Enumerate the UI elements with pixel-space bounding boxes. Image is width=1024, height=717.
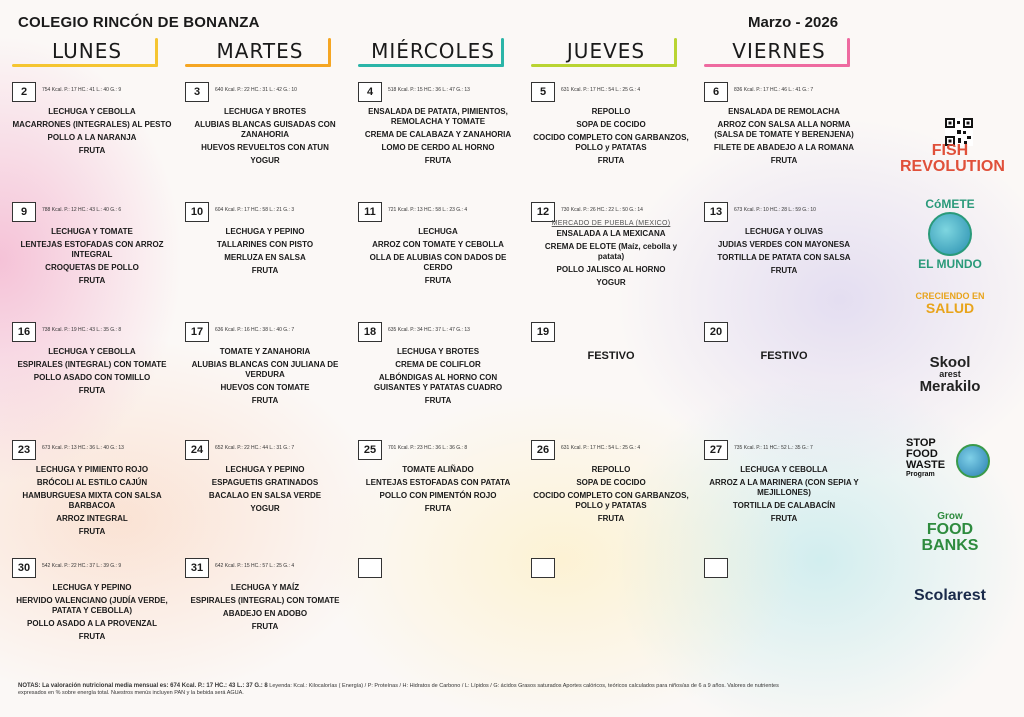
dish-item: ENSALADA DE PATATA, PIMIENTOS, REMOLACHA Y TOMATE [368, 107, 508, 126]
nutrition-info: 721 Kcal. P.: 13 HC.: 58 L.: 23 G.: 4 [388, 207, 468, 213]
day-number: 18 [358, 322, 382, 342]
dish-item: ABADEJO EN ADOBO [222, 609, 308, 618]
day-number: 19 [531, 322, 555, 342]
day-header-3 [531, 36, 681, 66]
dish-item: ESPIRALES (INTEGRAL) CON TOMATE [17, 360, 167, 369]
notes-label: NOTAS: [18, 683, 41, 689]
dish-item: OLLA DE ALUBIAS CON DADOS DE CERDO [369, 253, 507, 272]
dish-item: REPOLLO [591, 465, 631, 474]
dish-item: FRUTA [78, 146, 106, 155]
dish-item: LECHUGA Y OLIVAS [745, 227, 823, 236]
dish-item: FRUTA [251, 266, 279, 275]
nutrition-info: 636 Kcal. P.: 16 HC.: 38 L.: 40 G.: 7 [215, 327, 295, 333]
dish-item: POLLO ASADO A LA PROVENZAL [27, 619, 157, 628]
day-number: 26 [531, 440, 555, 460]
day-number: 11 [358, 202, 382, 222]
day-number: 12 [531, 202, 555, 222]
dish-item: FRUTA [78, 386, 106, 395]
dish-item: TOMATE Y ZANAHORIA [219, 347, 311, 356]
theme-tag: MERCADO DE PUEBLA (MEXICO) [551, 220, 671, 227]
dish-item: FRUTA [424, 276, 452, 285]
dish-item: MERLUZA EN SALSA [224, 253, 306, 262]
dish-list [12, 347, 172, 399]
header-rightline [328, 38, 331, 67]
day-number: 23 [12, 440, 36, 460]
dish-list [185, 583, 345, 635]
header-rightline [847, 38, 850, 67]
logo-text: STOP [906, 437, 936, 449]
day-number: 2 [12, 82, 36, 102]
dish-list [12, 227, 172, 289]
dish-item: LECHUGA Y TOMATE [51, 227, 133, 236]
menu-day-cell [358, 440, 523, 555]
dish-list [704, 465, 864, 527]
qr-code [943, 118, 975, 144]
scolarest-logo [900, 588, 1000, 604]
nutrition-info: 735 Kcal. P.: 11 HC.: 52 L.: 35 G.: 7 [734, 445, 813, 451]
dish-item: ALBÓNDIGAS AL HORNO CON GUISANTES Y PATATAS CUADRO [373, 373, 503, 392]
comete-el-mundo-logo [900, 198, 1000, 270]
day-number: 25 [358, 440, 382, 460]
menu-day-cell [12, 202, 177, 317]
dish-item: REPOLLO [591, 107, 631, 116]
dish-list [185, 227, 345, 279]
dish-list [704, 107, 864, 169]
dish-item: FRUTA [251, 622, 279, 631]
menu-day-cell [704, 82, 869, 197]
nutrition-info: 652 Kcal. P.: 22 HC.: 44 L.: 31 G.: 7 [215, 445, 295, 451]
dish-item: FRUTA [251, 396, 279, 405]
dish-item: POLLO ASADO CON TOMILLO [33, 373, 151, 382]
dish-item: FRUTA [78, 527, 106, 536]
dish-item: ENSALADA DE REMOLACHA [728, 107, 840, 116]
dish-item: CREMA DE ELOTE (Maíz, cebolla y patata) [544, 242, 678, 261]
holiday-label: FESTIVO [760, 350, 808, 362]
dish-item: ESPAGUETIS GRATINADOS [211, 478, 319, 487]
day-header-4 [704, 36, 854, 66]
menu-day-cell [531, 322, 696, 437]
dish-item: TORTILLA DE CALABACÍN [732, 501, 836, 510]
dish-item: LECHUGA Y MAÍZ [230, 583, 300, 592]
dish-item: MACARRONES (INTEGRALES) AL PESTO [12, 120, 172, 129]
header-rightline [501, 38, 504, 67]
nutrition-info: 631 Kcal. P.: 17 HC.: 54 L.: 25 G.: 4 [561, 445, 641, 451]
dish-list [531, 465, 691, 527]
day-number: 10 [185, 202, 209, 222]
dish-item: FRUTA [424, 396, 452, 405]
logo-text: arest [939, 369, 961, 379]
dish-item: LECHUGA Y CEBOLLA [48, 347, 136, 356]
day-number: 13 [704, 202, 728, 222]
stop-food-waste-logo [900, 438, 1006, 478]
notes-legend: Leyenda: Kcal.: Kilocalorías ( Energía) / P: Proteínas / H: Hidratos de Carbono / L: Lípidos / G: ácidos Grasos saturados [269, 683, 562, 689]
day-header-label: JUEVES [566, 39, 646, 63]
dish-item: SOPA DE COCIDO [576, 478, 646, 487]
menu-day-cell [12, 322, 177, 437]
nutrition-info: 640 Kcal. P.: 22 HC.: 31 L.: 42 G.: 10 [215, 87, 297, 93]
dish-item: TORTILLA DE PATATA CON SALSA [717, 253, 851, 262]
dish-item: LECHUGA Y BROTES [396, 347, 480, 356]
dish-item: FRUTA [770, 266, 798, 275]
dish-item: FRUTA [78, 632, 106, 641]
day-header-label: VIERNES [732, 39, 826, 63]
menu-day-cell [704, 202, 869, 317]
day-number [704, 558, 728, 578]
logo-text: SALUD [925, 300, 975, 316]
menu-day-cell [185, 558, 350, 673]
logo-text: Skool [929, 354, 971, 371]
globe-icon [928, 212, 972, 256]
dish-list [531, 107, 691, 169]
dish-item: HUEVOS CON TOMATE [220, 383, 310, 392]
dish-item: JUDIAS VERDES CON MAYONESA [717, 240, 851, 249]
day-header-label: MARTES [216, 39, 304, 63]
dish-item: LECHUGA Y PEPINO [225, 465, 305, 474]
footer-notes [18, 683, 798, 697]
dish-item: FRUTA [424, 504, 452, 513]
nutrition-info: 673 Kcal. P.: 13 HC.: 36 L.: 40 G.: 13 [42, 445, 124, 451]
dish-list [185, 347, 345, 409]
menu-day-cell [185, 202, 350, 317]
dish-item: ARROZ INTEGRAL [56, 514, 128, 523]
notes-average: La valoración nutricional media mensual es: 674 Kcal. P.: 17 HC.: 43 L.: 37 G.: 8 [42, 683, 268, 689]
logo-text: FOOD [926, 521, 974, 538]
nutrition-info: 738 Kcal. P.: 19 HC.: 43 L.: 35 G.: 8 [42, 327, 122, 333]
day-number [531, 558, 555, 578]
menu-day-cell [185, 322, 350, 437]
day-number: 6 [704, 82, 728, 102]
menu-day-cell [704, 322, 869, 437]
dish-item: ALUBIAS BLANCAS GUISADAS CON ZANAHORIA [194, 120, 336, 139]
day-number: 30 [12, 558, 36, 578]
dish-item: LECHUGA Y PEPINO [225, 227, 305, 236]
day-header-label: LUNES [51, 39, 123, 63]
school-title: COLEGIO RINCÓN DE BONANZA [18, 14, 260, 31]
dish-item: FILETE DE ABADEJO A LA ROMANA [713, 143, 855, 152]
dish-item: ARROZ A LA MARINERA (CON SEPIA Y MEJILLONES) [709, 478, 859, 497]
dish-item: YOGUR [250, 504, 280, 513]
dish-item: LECHUGA Y BROTES [223, 107, 307, 116]
menu-day-cell [12, 82, 177, 197]
dish-list [12, 583, 172, 645]
dish-list [185, 465, 345, 517]
day-header-0 [12, 36, 162, 66]
menu-day-cell [358, 202, 523, 317]
skool-merakilo-logo [900, 355, 1000, 394]
creciendo-en-salud-logo [900, 292, 1000, 315]
day-number: 4 [358, 82, 382, 102]
dish-item: LECHUGA Y CEBOLLA [740, 465, 828, 474]
dish-item: LOMO DE CERDO AL HORNO [381, 143, 495, 152]
nutrition-info: 635 Kcal. P.: 34 HC.: 37 L.: 47 G.: 13 [388, 327, 470, 333]
dish-item: LENTEJAS ESTOFADAS CON ARROZ INTEGRAL [20, 240, 164, 259]
dish-list [12, 465, 172, 540]
menu-day-cell [358, 322, 523, 437]
dish-list [358, 107, 518, 169]
dish-item: HAMBURGUESA MIXTA CON SALSA BARBACOA [22, 491, 162, 510]
dish-item: FRUTA [770, 514, 798, 523]
dish-item: ARROZ CON SALSA ALLA NORMA (SALSA DE TOMATE Y BERENJENA) [714, 120, 854, 139]
logo-text: CRECIENDO EN [915, 291, 985, 301]
dish-item: TOMATE ALIÑADO [402, 465, 474, 474]
dish-list [358, 465, 518, 517]
dish-item: FRUTA [78, 276, 106, 285]
header-rightline [674, 38, 677, 67]
dish-item: FRUTA [424, 156, 452, 165]
grow-food-banks-logo [900, 512, 1000, 554]
nutrition-info: 542 Kcal. P.: 22 HC.: 37 L.: 39 G.: 9 [42, 563, 122, 569]
holiday-label: FESTIVO [587, 350, 635, 362]
dish-item: COCIDO COMPLETO CON GARBANZOS, POLLO y PATATAS [533, 491, 689, 510]
header-rightline [155, 38, 158, 67]
day-header-1 [185, 36, 335, 66]
day-number: 27 [704, 440, 728, 460]
dish-item: ALUBIAS BLANCAS CON JULIANA DE VERDURA [191, 360, 339, 379]
day-number: 24 [185, 440, 209, 460]
header-underline [358, 64, 504, 67]
dish-item: ENSALADA A LA MEXICANA [556, 229, 666, 238]
day-header-2 [358, 36, 508, 66]
menu-day-cell [358, 82, 523, 197]
logo-text: WASTE [906, 459, 946, 471]
header-underline [531, 64, 677, 67]
menu-day-cell [185, 82, 350, 197]
menu-day-cell [358, 558, 523, 673]
menu-day-cell [531, 202, 696, 317]
dish-item: LENTEJAS ESTOFADAS CON PATATA [365, 478, 511, 487]
nutrition-info: 631 Kcal. P.: 17 HC.: 54 L.: 25 G.: 4 [561, 87, 641, 93]
dish-item: FRUTA [770, 156, 798, 165]
dish-item: CROQUETAS DE POLLO [45, 263, 139, 272]
dish-item: BACALAO EN SALSA VERDE [208, 491, 322, 500]
dish-list [358, 347, 518, 409]
menu-day-cell [531, 440, 696, 555]
dish-item: FRUTA [597, 156, 625, 165]
dish-item: HERVIDO VALENCIANO (JUDÍA VERDE, PATATA Y CEBOLLA) [16, 596, 168, 615]
dish-item: YOGUR [596, 278, 626, 287]
dish-item: BRÓCOLI AL ESTILO CAJÚN [36, 478, 148, 487]
logo-text: FOOD [906, 448, 938, 460]
dish-item: ARROZ CON TOMATE Y CEBOLLA [372, 240, 504, 249]
dish-list [12, 107, 172, 159]
header-underline [12, 64, 158, 67]
menu-day-cell [185, 440, 350, 555]
dish-item: POLLO CON PIMENTÓN ROJO [379, 491, 497, 500]
notes-disclaimer: Aportes calóricos, teóricos calculados para niños/as de 6 a 9 años. Valores de nutrientes expresados en % sobre energía total. Nuestros menús incluyen PAN y la bebida será AGUA. [18, 683, 779, 696]
nutrition-info: 518 Kcal. P.: 15 HC.: 36 L.: 47 G.: 13 [388, 87, 470, 93]
menu-day-cell [704, 440, 869, 555]
nutrition-info: 730 Kcal. P.: 26 HC.: 22 L.: 50 G.: 14 [561, 207, 643, 213]
nutrition-info: 836 Kcal. P.: 17 HC.: 46 L.: 41 G.: 7 [734, 87, 814, 93]
dish-list [704, 227, 864, 279]
dish-item: LECHUGA Y CEBOLLA [48, 107, 136, 116]
nutrition-info: 788 Kcal. P.: 12 HC.: 43 L.: 40 G.: 6 [42, 207, 122, 213]
header-underline [704, 64, 850, 67]
dish-list [185, 107, 345, 169]
logo-text: Program [906, 471, 935, 478]
dish-item: HUEVOS REVUELTOS CON ATUN [201, 143, 329, 152]
menu-day-cell [531, 82, 696, 197]
dish-list [358, 227, 518, 289]
logo-text: Merakilo [919, 378, 981, 395]
logo-text: Scolarest [913, 587, 987, 604]
dish-item: TALLARINES CON PISTO [216, 240, 314, 249]
dish-item: LECHUGA [418, 227, 458, 236]
logo-text: EL MUNDO [918, 257, 982, 271]
dish-item: POLLO JALISCO AL HORNO [556, 265, 666, 274]
logo-text: FISH [931, 142, 969, 159]
day-number: 31 [185, 558, 209, 578]
header-underline [185, 64, 331, 67]
menu-day-cell [531, 558, 696, 673]
logo-text: REVOLUTION [900, 158, 1005, 175]
menu-day-cell [12, 558, 177, 673]
dish-item: SOPA DE COCIDO [576, 120, 646, 129]
nutrition-info: 754 Kcal. P.: 17 HC.: 41 L.: 40 G.: 9 [42, 87, 122, 93]
nutrition-info: 642 Kcal. P.: 15 HC.: 57 L.: 25 G.: 4 [215, 563, 295, 569]
dish-item: CREMA DE CALABAZA Y ZANAHORIA [364, 130, 512, 139]
menu-day-cell [12, 440, 177, 555]
dish-item: CREMA DE COLIFLOR [395, 360, 481, 369]
day-number: 16 [12, 322, 36, 342]
fish-revolution-logo [900, 142, 1005, 175]
day-number: 9 [12, 202, 36, 222]
day-header-label: MIÉRCOLES [371, 39, 495, 63]
logo-text: BANKS [921, 537, 979, 554]
nutrition-info: 673 Kcal. P.: 10 HC.: 28 L.: 59 G.: 10 [734, 207, 816, 213]
dish-item: ESPIRALES (INTEGRAL) CON TOMATE [190, 596, 340, 605]
day-number: 17 [185, 322, 209, 342]
day-number: 3 [185, 82, 209, 102]
nutrition-info: 701 Kcal. P.: 23 HC.: 36 L.: 36 G.: 8 [388, 445, 468, 451]
nutrition-info: 604 Kcal. P.: 17 HC.: 58 L.: 21 G.: 3 [215, 207, 295, 213]
day-number: 20 [704, 322, 728, 342]
logo-text: Grow [937, 511, 963, 522]
dish-item: LECHUGA Y PIMIENTO ROJO [35, 465, 149, 474]
dish-item: COCIDO COMPLETO CON GARBANZOS, POLLO y PATATAS [533, 133, 689, 152]
dish-list [531, 220, 691, 291]
logo-text: CóMETE [925, 197, 975, 211]
dish-item: POLLO A LA NARANJA [47, 133, 137, 142]
day-number: 5 [531, 82, 555, 102]
dish-item: YOGUR [250, 156, 280, 165]
month-label: Marzo - 2026 [748, 14, 839, 31]
day-number [358, 558, 382, 578]
menu-day-cell [704, 558, 869, 673]
dish-item: LECHUGA Y PEPINO [52, 583, 132, 592]
globe-icon [956, 444, 990, 478]
dish-item: FRUTA [597, 514, 625, 523]
